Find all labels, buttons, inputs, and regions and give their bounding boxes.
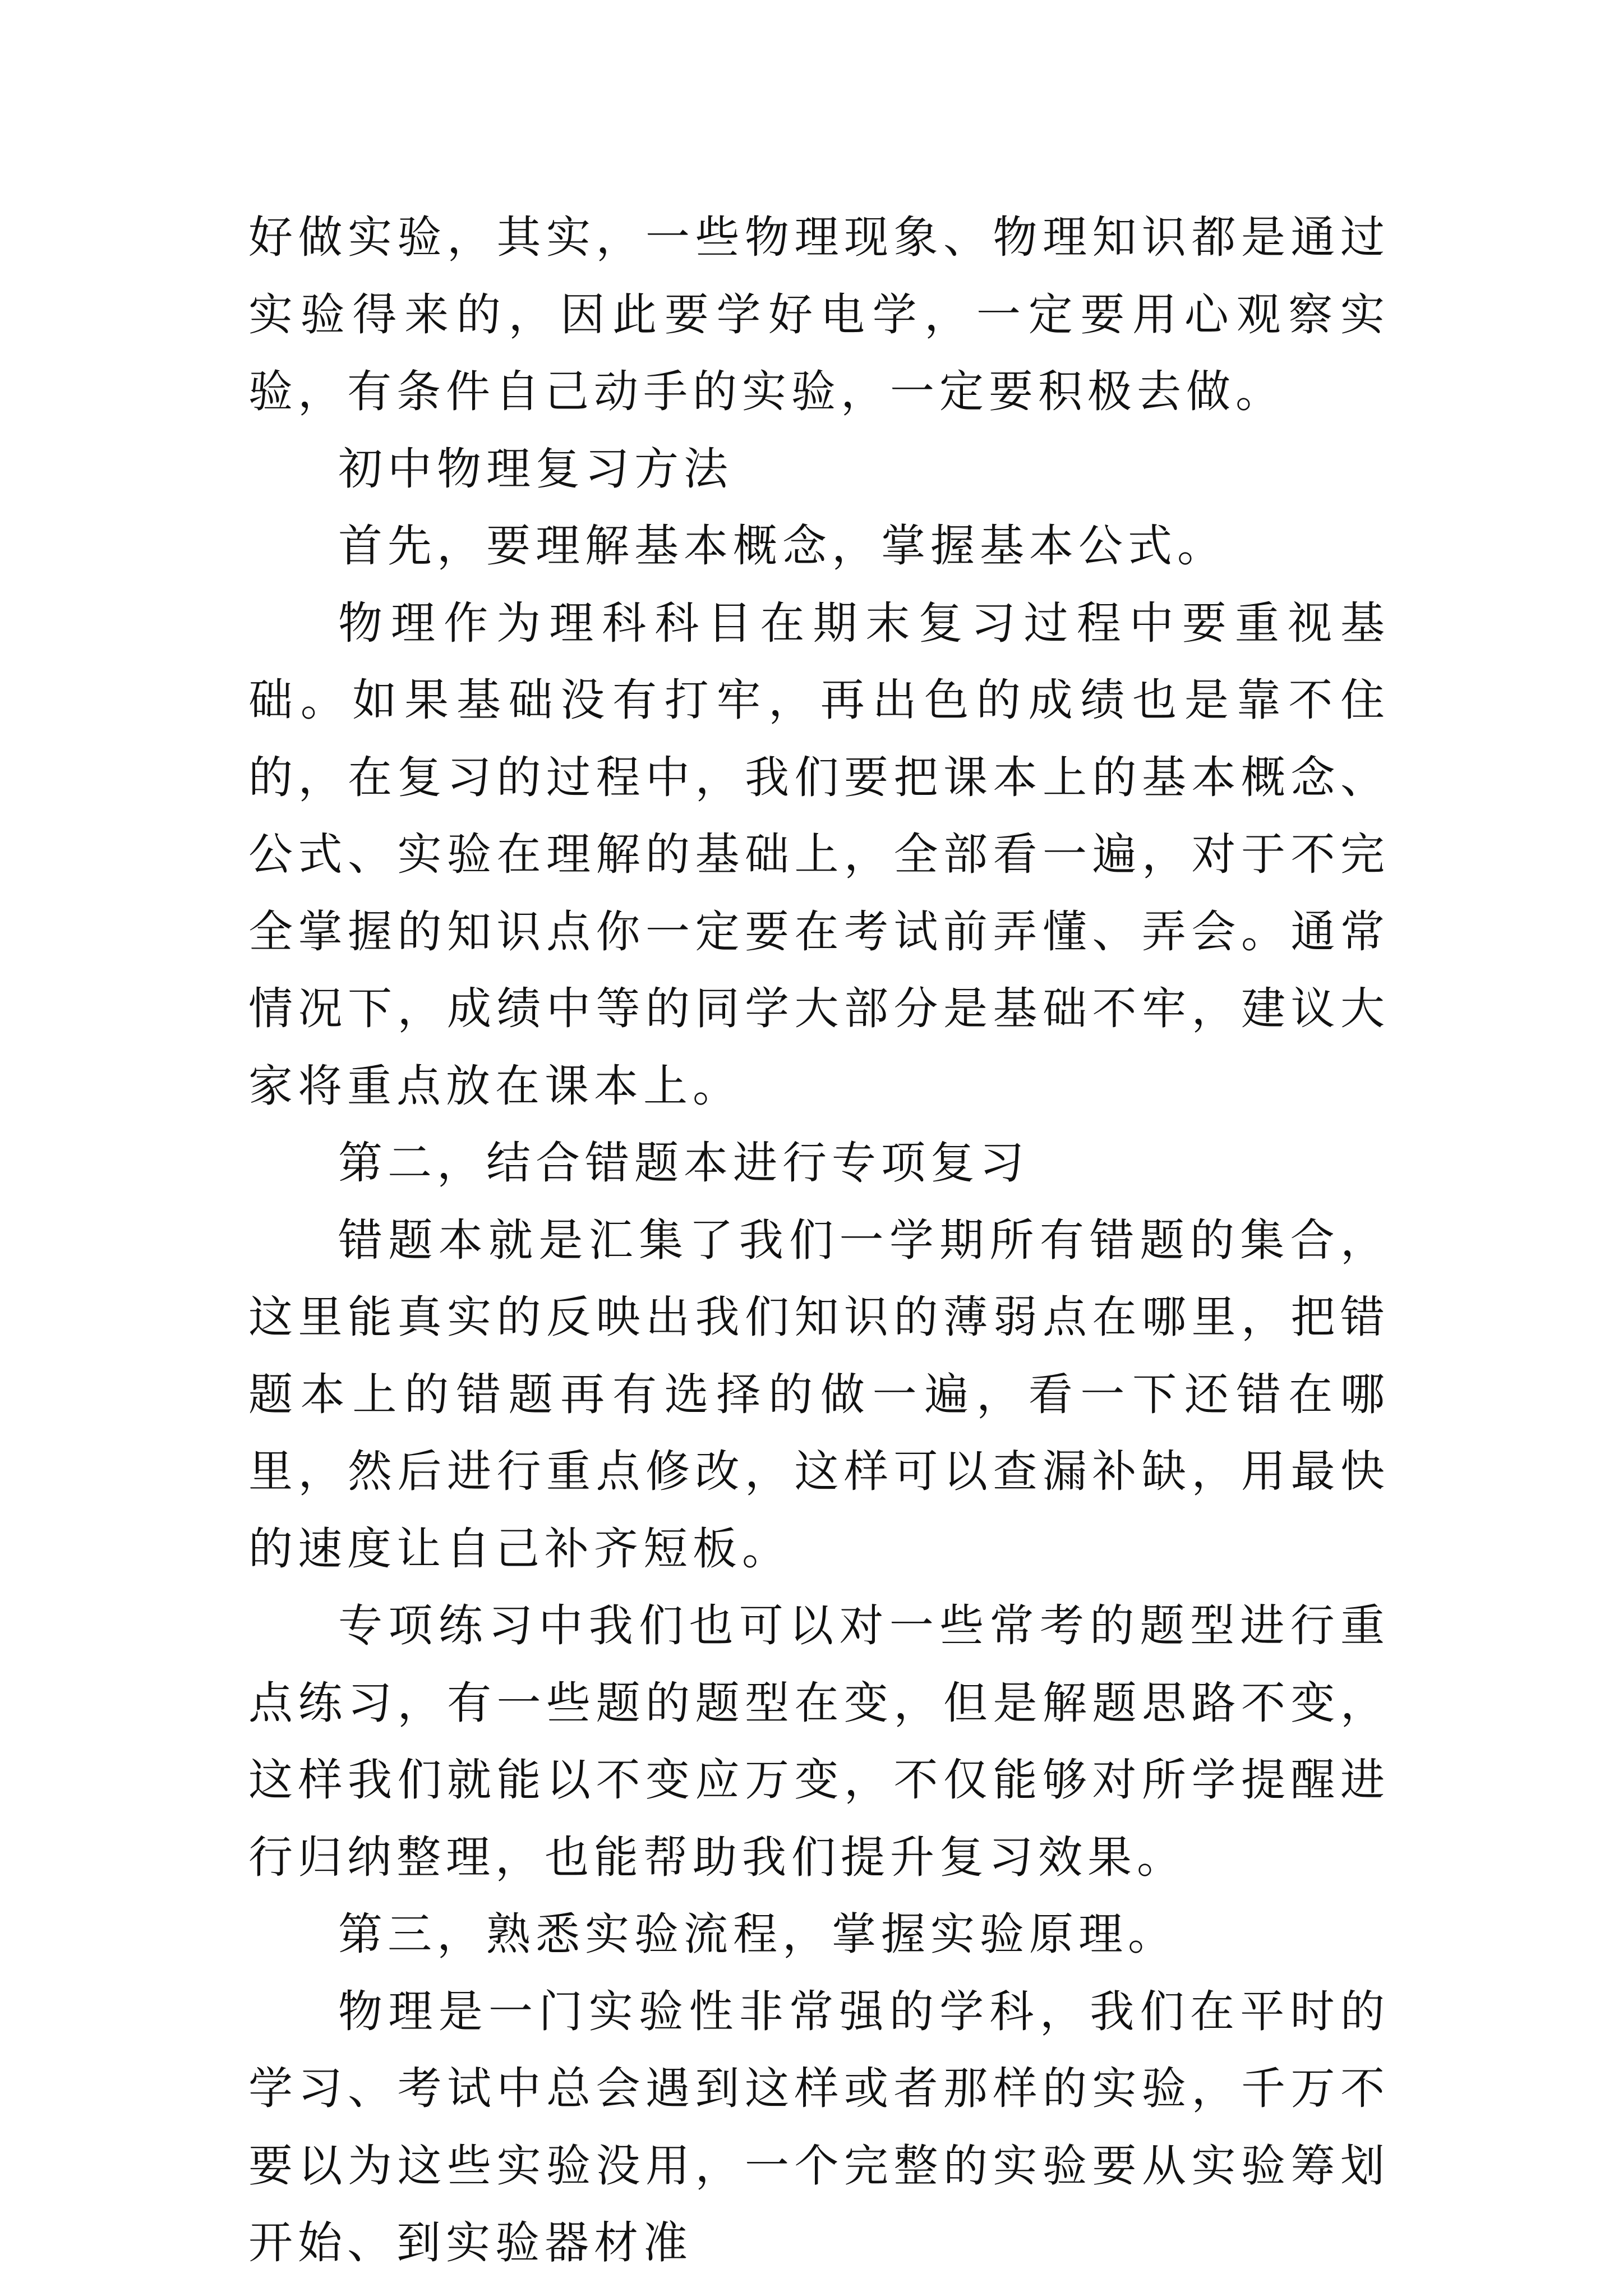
paragraph-8: 第三，熟悉实验流程，掌握实验原理。 xyxy=(338,1908,1177,1960)
paragraph-9: 物理是一门实验性非常强的学科，我们在平时的学习、考试中总会遇到这样或者那样的实验，千万不要以为这些实验没用，一个完整的实验要从实验筹划开始、到实验器材准 xyxy=(248,1985,1390,2269)
paragraph-7: 专项练习中我们也可以对一些常考的题型进行重点练习，有一些题的题型在变，但是解题思路不变，这样我们就能以不变应万变，不仅能够对所学提醒进行归纳整理，也能帮助我们提升复习效果。 xyxy=(248,1600,1390,1883)
paragraph-1: 好做实验，其实，一些物理现象、物理知识都是通过实验得来的，因此要学好电学，一定要用心观察实验，有条件自己动手的实验，一定要积极去做。 xyxy=(248,211,1390,417)
paragraph-3: 首先，要理解基本概念，掌握基本公式。 xyxy=(338,520,1227,572)
paragraph-6: 错题本就是汇集了我们一学期所有错题的集合，这里能真实的反映出我们知识的薄弱点在哪里，把错题本上的错题再有选择的做一遍，看一下还错在哪里，然后进行重点修改，这样可以查漏补缺，用最快的速度让自己补齐短板。 xyxy=(248,1214,1390,1575)
paragraph-5: 第二，结合错题本进行专项复习 xyxy=(338,1137,1029,1189)
paragraph-2-heading: 初中物理复习方法 xyxy=(338,443,733,495)
paragraph-4: 物理作为理科科目在期末复习过程中要重视基础。如果基础没有打牢，再出色的成绩也是靠不住的，在复习的过程中，我们要把课本上的基本概念、公式、实验在理解的基础上，全部看一遍，对于不完全掌握的知识点你一定要在考试前弄懂、弄会。通常情况下，成绩中等的同学大部分是基础不牢，建议大家将重点放在课本上。 xyxy=(248,597,1390,1112)
document-body xyxy=(248,199,1390,2282)
